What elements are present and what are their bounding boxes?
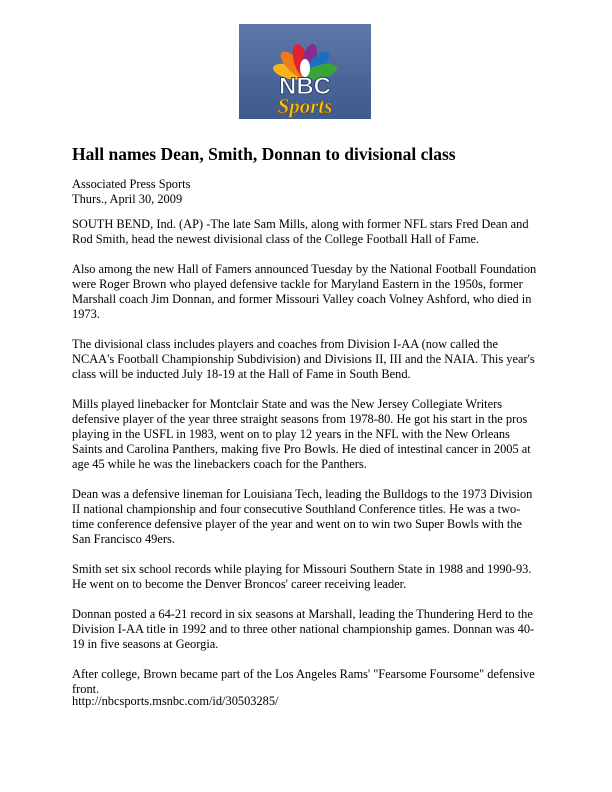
article-paragraph: The divisional class includes players and coaches from Division I-AA (now called the NCAA's Football Championship Subdivision) and Divisions II, III and the NAIA. This year's class will be inducted July 18-19 at the Hall of Fame in South Bend. [72,337,535,381]
article-source: Associated Press Sports [72,177,191,191]
article-paragraph: Also among the new Hall of Famers announced Tuesday by the National Football Foundation were Roger Brown who played defensive tackle for Maryland Eastern in the 1950s, former Marshall coach Jim Donnan, and former Missouri Valley coach Volney Ashford, who died in 1973. [72,262,537,321]
article-paragraph: SOUTH BEND, Ind. (AP) -The late Sam Mills, along with former NFL stars Fred Dean and Rod Smith, head the newest divisional class of the College Football Hall of Fame. [72,217,529,246]
article-body [72,217,542,712]
article-paragraph: Smith set six school records while playing for Missouri Southern State in 1988 and 1990-93. He went on to become the Denver Broncos' career receiving leader. [72,562,532,591]
source-url: http://nbcsports.msnbc.com/id/30503285/ [72,694,279,708]
article-paragraph: Dean was a defensive lineman for Louisiana Tech, leading the Bulldogs to the 1973 Division II national championship and four consecutive Southland Conference titles. He was a two-time conference defensive player of the year and went on to win two Super Bowls with the San Francisco 49ers. [72,487,533,546]
logo-brand: NBC [279,73,331,100]
page-title: Hall names Dean, Smith, Donnan to divisional class [72,144,456,164]
logo-sub: Sports [277,94,333,118]
article-meta [72,177,190,207]
article-paragraph: Mills played linebacker for Montclair State and was the New Jersey Collegiate Writers defensive player of the year three straight seasons from 1978-80. He got his start in the pros playing in the USFL in 1983, went on to play 12 years in the NFL with the New Orleans Saints and Carolina Panthers, making five Pro Bowls. He died of intestinal cancer in 2005 at age 45 while he was the linebackers coach for the Panthers. [72,397,531,471]
peacock-icon [239,24,371,119]
article-paragraph: After college, Brown became part of the Los Angeles Rams' "Fearsome Foursome" defensive front. [72,667,535,696]
article-paragraph: Donnan posted a 64-21 record in six seasons at Marshall, leading the Thundering Herd to the Division I-AA title in 1992 and to three other national championship games. Donnan was 40-19 in five seasons at Georgia. [72,607,535,651]
article-date: Thurs., April 30, 2009 [72,192,183,206]
nbc-sports-logo [239,24,371,119]
